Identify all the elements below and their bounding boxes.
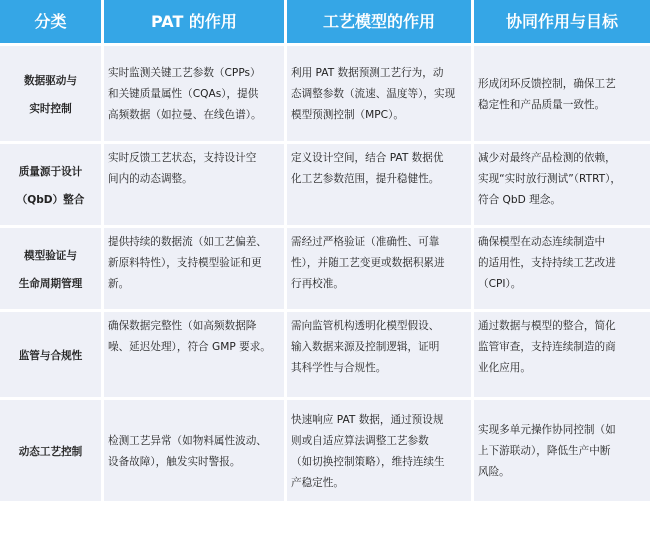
row-category: 监管与合规性 <box>0 312 104 400</box>
row-category: 模型验证与 生命周期管理 <box>0 228 104 312</box>
cell-model: 需向监管机构透明化模型假设、 输入数据来源及控制逻辑，证明 其科学性与合规性。 <box>287 312 474 400</box>
cell-synergy: 确保模型在动态连续制造中 的适用性，支持持续工艺改进 （CPI）。 <box>474 228 650 312</box>
cell-synergy: 实现多单元操作协同控制（如 上下游联动），降低生产中断 风险。 <box>474 400 650 504</box>
row-category: 质量源于设计 （QbD）整合 <box>0 144 104 228</box>
cell-model: 快速响应 PAT 数据，通过预设规 则或自适应算法调整工艺参数 （如切换控制策略），维持连续生 产稳定性。 <box>287 400 474 504</box>
cell-pat: 提供持续的数据流（如工艺偏差、 新原料特性），支持模型验证和更 新。 <box>104 228 287 312</box>
cell-model: 定义设计空间，结合 PAT 数据优 化工艺参数范围，提升稳健性。 <box>287 144 474 228</box>
cell-pat: 检测工艺异常（如物料属性波动、 设备故障），触发实时警报。 <box>104 400 287 504</box>
cell-synergy: 通过数据与模型的整合，简化 监管审查，支持连续制造的商 业化应用。 <box>474 312 650 400</box>
cell-model: 需经过严格验证（准确性、可靠 性），并随工艺变更或数据积累进 行再校准。 <box>287 228 474 312</box>
cell-pat: 实时反馈工艺状态，支持设计空 间内的动态调整。 <box>104 144 287 228</box>
row-category: 动态工艺控制 <box>0 400 104 504</box>
header-pat-role: PAT 的作用 <box>104 0 287 46</box>
cell-synergy: 形成闭环反馈控制，确保工艺 稳定性和产品质量一致性。 <box>474 46 650 144</box>
header-model-role: 工艺模型的作用 <box>287 0 474 46</box>
cell-pat: 确保数据完整性（如高频数据降 噪、延迟处理），符合 GMP 要求。 <box>104 312 287 400</box>
header-synergy: 协同作用与目标 <box>474 0 650 46</box>
cell-model: 利用 PAT 数据预测工艺行为，动 态调整参数（流速、温度等），实现 模型预测控制（MPC）。 <box>287 46 474 144</box>
cell-pat: 实时监测关键工艺参数（CPPs） 和关键质量属性（CQAs），提供 高频数据（如拉曼、在线色谱）。 <box>104 46 287 144</box>
row-category: 数据驱动与 实时控制 <box>0 46 104 144</box>
cell-synergy: 减少对最终产品检测的依赖， 实现“实时放行测试”（RTRT）， 符合 QbD 理念。 <box>474 144 650 228</box>
header-category: 分类 <box>0 0 104 46</box>
